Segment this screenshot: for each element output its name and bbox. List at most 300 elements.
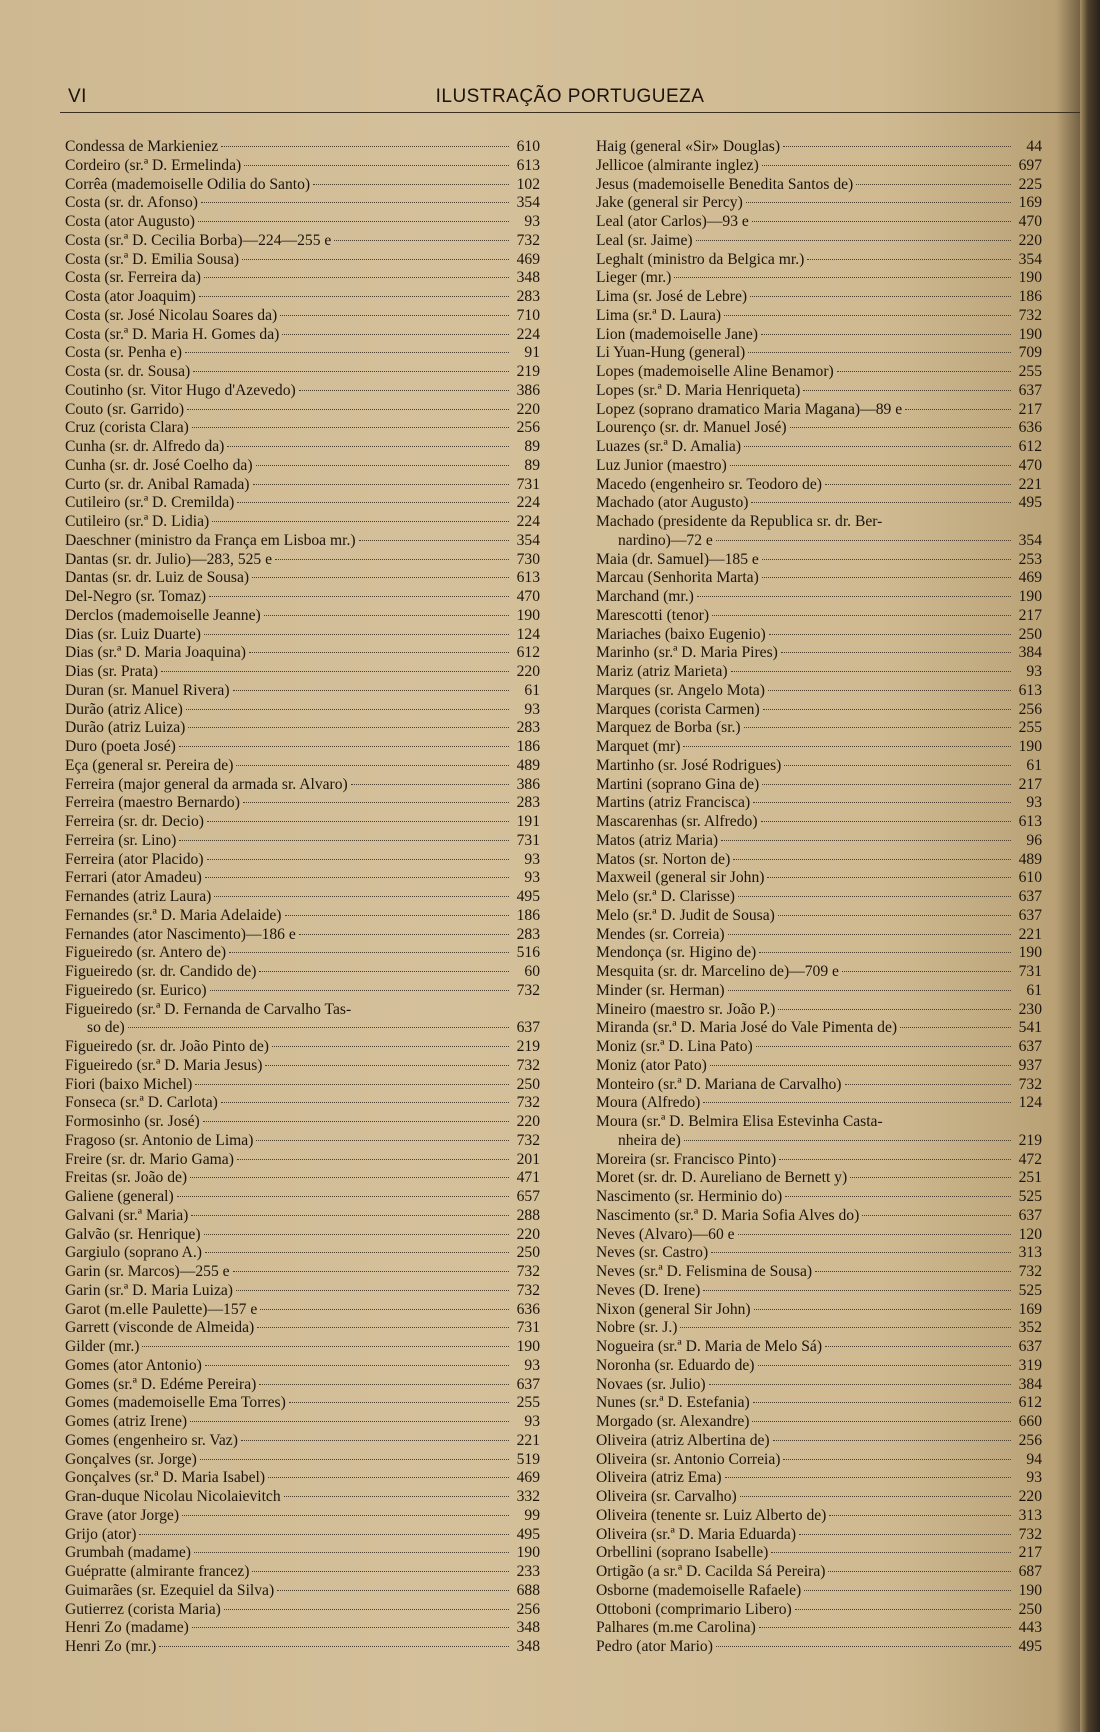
entry-page: 469 xyxy=(516,1469,540,1487)
index-entry xyxy=(65,569,540,588)
entry-name: Gargiulo (soprano A.) xyxy=(65,1244,203,1262)
index-entry xyxy=(65,1169,540,1188)
dot-leader xyxy=(815,1270,1011,1272)
index-entry xyxy=(65,1357,540,1376)
entry-name: Mendonça (sr. Higino de) xyxy=(596,944,757,962)
entry-name: Jellicoe (almirante inglez) xyxy=(596,156,759,174)
entry-name: Mariaches (baixo Eugenio) xyxy=(596,625,766,643)
entry-page: 220 xyxy=(516,1225,540,1243)
dot-leader xyxy=(850,1176,1011,1178)
entry-page: 93 xyxy=(524,869,540,887)
dot-leader xyxy=(753,801,1011,803)
entry-page: 489 xyxy=(516,756,540,774)
entry-page: 256 xyxy=(1018,1431,1042,1449)
dot-leader xyxy=(783,145,1011,147)
entry-name: Ottoboni (comprimario Libero) xyxy=(596,1600,792,1618)
entry-page: 221 xyxy=(1018,475,1042,493)
dot-leader xyxy=(244,164,509,166)
index-entry xyxy=(65,813,540,832)
dot-leader xyxy=(744,726,1011,728)
dot-leader xyxy=(200,1458,509,1460)
dot-leader xyxy=(683,745,1011,747)
index-entry xyxy=(596,1207,1042,1226)
index-entry xyxy=(65,926,540,945)
entry-name: Garrett (visconde de Almeida) xyxy=(65,1319,255,1337)
entry-name: Cordeiro (sr.ª D. Ermelinda) xyxy=(65,156,242,174)
index-entry xyxy=(65,438,540,457)
entry-name: Fragoso (sr. Antonio de Lima) xyxy=(65,1131,254,1149)
entry-name: Ferreira (ator Placido) xyxy=(65,850,204,868)
entry-page: 217 xyxy=(1018,775,1042,793)
entry-page: 283 xyxy=(516,719,540,737)
entry-page: 93 xyxy=(1026,663,1042,680)
entry-name: Garin (sr. Marcos)—255 e xyxy=(65,1263,230,1280)
entry-page: 688 xyxy=(516,1581,540,1599)
entry-name: Leal (ator Carlos)—93 e xyxy=(596,213,749,230)
entry-name: Neves (Alvaro)—60 e xyxy=(596,1225,735,1243)
index-entry xyxy=(596,588,1042,607)
entry-name: Duran (sr. Manuel Rivera) xyxy=(65,681,230,699)
entry-page: 255 xyxy=(516,1394,540,1412)
entry-name: Gilder (mr.) xyxy=(65,1338,140,1355)
entry-name: Marquet (mr) xyxy=(596,738,681,755)
index-entry xyxy=(596,944,1042,963)
entry-page: 93 xyxy=(524,213,540,230)
entry-page: 224 xyxy=(516,325,540,343)
dot-leader xyxy=(721,839,1011,841)
index-entry xyxy=(596,644,1042,663)
entry-page: 89 xyxy=(524,456,540,474)
dot-leader xyxy=(829,1514,1011,1516)
entry-page: 525 xyxy=(1018,1188,1042,1205)
index-entry xyxy=(596,194,1042,213)
entry-page: 612 xyxy=(1018,1394,1042,1412)
entry-name: Li Yuan-Hung (general) xyxy=(596,344,746,362)
index-entry xyxy=(596,569,1042,588)
entry-name: Grijo (ator) xyxy=(65,1525,137,1543)
dot-leader xyxy=(710,1064,1011,1066)
entry-page: 637 xyxy=(516,1019,540,1037)
entry-name: Gran-duque Nicolau Nicolaievitch xyxy=(65,1488,281,1505)
entry-name: Gomes (mademoiselle Ema Torres) xyxy=(65,1394,286,1412)
entry-page: 687 xyxy=(1018,1563,1042,1580)
index-entry xyxy=(65,1001,540,1020)
index-entry xyxy=(65,157,540,176)
entry-page: 613 xyxy=(516,156,540,174)
entry-page: 224 xyxy=(516,513,540,530)
dot-leader xyxy=(744,445,1011,447)
entry-name: Cunha (sr. dr. José Coelho da) xyxy=(65,456,253,474)
entry-name: Ortigão (a sr.ª D. Cacilda Sá Pereira) xyxy=(596,1563,826,1580)
entry-name: Durão (atriz Luiza) xyxy=(65,719,186,737)
entry-name: Macedo (engenheiro sr. Teodoro de) xyxy=(596,475,822,493)
entry-page: 471 xyxy=(516,1169,540,1187)
entry-page: 190 xyxy=(1018,325,1042,343)
entry-name: Martins (atriz Francisca) xyxy=(596,794,751,812)
index-entry xyxy=(596,326,1042,345)
entry-page: 220 xyxy=(516,1113,540,1130)
index-entry xyxy=(65,1338,540,1357)
index-entry xyxy=(596,813,1042,832)
entry-page: 256 xyxy=(1018,700,1042,718)
entry-page: 190 xyxy=(1018,944,1042,962)
entry-name: Machado (ator Augusto) xyxy=(596,494,749,512)
index-entry xyxy=(65,1151,540,1170)
index-entry xyxy=(65,1638,540,1657)
entry-name: Marescotti (tenor) xyxy=(596,606,710,624)
index-entry xyxy=(65,644,540,663)
entry-page: 610 xyxy=(1018,869,1042,887)
dot-leader xyxy=(751,501,1011,503)
dot-leader xyxy=(716,1645,1011,1647)
entry-page: 495 xyxy=(516,888,540,905)
index-entry xyxy=(65,1301,540,1320)
entry-name: Oliveira (atriz Ema) xyxy=(596,1469,722,1487)
entry-page: 44 xyxy=(1026,138,1042,155)
dot-leader xyxy=(236,1289,509,1291)
index-entry xyxy=(65,288,540,307)
entry-page: 732 xyxy=(516,1056,540,1074)
entry-page: 610 xyxy=(516,138,540,155)
index-entry xyxy=(596,494,1042,513)
index-entry xyxy=(65,757,540,776)
index-entry xyxy=(65,363,540,382)
dot-leader xyxy=(778,914,1011,916)
entry-name: Gonçalves (sr. Jorge) xyxy=(65,1450,197,1468)
entry-page: 731 xyxy=(516,475,540,493)
index-entry xyxy=(65,682,540,701)
entry-page: 637 xyxy=(1018,906,1042,924)
entry-page: 732 xyxy=(1018,1075,1042,1093)
entry-page: 469 xyxy=(1018,569,1042,587)
entry-page: 731 xyxy=(516,1319,540,1337)
entry-page: 61 xyxy=(524,681,540,699)
dot-leader xyxy=(845,1083,1011,1085)
index-entry xyxy=(65,719,540,738)
entry-page: 732 xyxy=(516,1131,540,1149)
entry-page: 637 xyxy=(516,1375,540,1393)
entry-page: 613 xyxy=(1018,681,1042,699)
entry-name: nardino)—72 e xyxy=(618,531,713,549)
dot-leader xyxy=(724,314,1011,316)
index-entry xyxy=(596,1394,1042,1413)
entry-name: Galvani (sr.ª Maria) xyxy=(65,1206,189,1224)
entry-page: 93 xyxy=(524,1413,540,1430)
dot-leader xyxy=(259,1383,509,1385)
entry-page: 93 xyxy=(1026,1469,1042,1487)
dot-leader xyxy=(795,1608,1011,1610)
dot-leader xyxy=(210,989,509,991)
entry-page: 697 xyxy=(1018,156,1042,174)
entry-name: Moura (sr.ª D. Belmira Elisa Estevinha Casta- xyxy=(596,1113,883,1130)
entry-name: Mariz (atriz Marieta) xyxy=(596,663,728,680)
dot-leader xyxy=(299,389,509,391)
index-entry xyxy=(596,1282,1042,1301)
dot-leader xyxy=(709,1383,1011,1385)
entry-page: 348 xyxy=(516,1638,540,1655)
entry-page: 637 xyxy=(1018,1038,1042,1055)
index-entry xyxy=(65,176,540,195)
index-entry xyxy=(65,476,540,495)
index-entry xyxy=(65,738,540,757)
dot-leader xyxy=(716,539,1011,541)
index-entry xyxy=(596,251,1042,270)
dot-leader xyxy=(284,1495,509,1497)
entry-page: 354 xyxy=(516,194,540,212)
index-entry xyxy=(596,757,1042,776)
entry-name: nheira de) xyxy=(618,1131,681,1149)
entry-name: Neves (sr. Castro) xyxy=(596,1244,709,1262)
index-entry xyxy=(596,907,1042,926)
index-entry xyxy=(65,851,540,870)
entry-page: 283 xyxy=(516,925,540,943)
entry-page: 732 xyxy=(516,231,540,249)
entry-name: Ferreira (maestro Bernardo) xyxy=(65,794,240,812)
entry-name: Costa (ator Joaquim) xyxy=(65,288,196,305)
entry-page: 637 xyxy=(1018,888,1042,905)
index-entry xyxy=(596,607,1042,626)
entry-name: Costa (sr. José Nicolau Soares da) xyxy=(65,306,278,324)
index-entry xyxy=(596,1076,1042,1095)
index-entry xyxy=(65,1488,540,1507)
entry-page: 541 xyxy=(1018,1019,1042,1037)
index-entry xyxy=(65,1469,540,1488)
entry-name: Figueiredo (sr.ª D. Fernanda de Carvalho Tas- xyxy=(65,1000,352,1018)
entry-name: Costa (sr.ª D. Cecilia Borba)—224—255 e xyxy=(65,231,332,249)
index-entry xyxy=(596,532,1042,551)
entry-name: Luazes (sr.ª D. Amalia) xyxy=(596,438,742,455)
index-entry xyxy=(65,1113,540,1132)
dot-leader xyxy=(842,970,1011,972)
dot-leader xyxy=(128,1026,509,1028)
entry-page: 96 xyxy=(1026,831,1042,849)
dot-leader xyxy=(759,951,1011,953)
entry-name: Henri Zo (mr.) xyxy=(65,1638,157,1655)
entry-page: 612 xyxy=(516,644,540,662)
entry-page: 495 xyxy=(516,1525,540,1543)
entry-name: Maxweil (general sir John) xyxy=(596,869,765,887)
dot-leader xyxy=(703,1101,1011,1103)
index-entry xyxy=(65,138,540,157)
entry-name: Grave (ator Jorge) xyxy=(65,1506,180,1524)
entry-name: Moniz (sr.ª D. Lina Pato) xyxy=(596,1038,753,1055)
dot-leader xyxy=(289,1401,509,1403)
entry-name: Neves (D. Irene) xyxy=(596,1281,701,1299)
entry-page: 732 xyxy=(516,1263,540,1280)
index-entry xyxy=(65,307,540,326)
dot-leader xyxy=(252,576,509,578)
entry-page: 60 xyxy=(524,963,540,980)
entry-name: Corrêa (mademoiselle Odilia do Santo) xyxy=(65,175,311,193)
index-entry xyxy=(65,401,540,420)
index-entry xyxy=(596,1263,1042,1282)
dot-leader xyxy=(227,445,509,447)
index-entry xyxy=(65,1038,540,1057)
entry-page: 186 xyxy=(516,906,540,924)
entry-name: Gomes (engenheiro sr. Vaz) xyxy=(65,1431,238,1449)
entry-page: 61 xyxy=(1026,981,1042,999)
index-entry xyxy=(65,588,540,607)
index-entry xyxy=(65,232,540,251)
dot-leader xyxy=(753,1401,1011,1403)
dot-leader xyxy=(771,1551,1011,1553)
entry-name: Oliveira (sr. Antonio Correia) xyxy=(596,1450,781,1468)
entry-page: 348 xyxy=(516,269,540,287)
dot-leader xyxy=(177,1195,509,1197)
dot-leader xyxy=(204,276,509,278)
dot-leader xyxy=(233,689,509,691)
entry-name: Costa (sr. Penha e) xyxy=(65,344,182,362)
entry-page: 354 xyxy=(1018,531,1042,549)
index-entry xyxy=(65,1076,540,1095)
entry-name: Nunes (sr.ª D. Estefania) xyxy=(596,1394,750,1412)
entry-page: 99 xyxy=(524,1506,540,1524)
entry-page: 636 xyxy=(516,1300,540,1318)
entry-page: 732 xyxy=(1018,306,1042,324)
index-column-left xyxy=(65,138,540,1657)
entry-name: Novaes (sr. Julio) xyxy=(596,1375,706,1393)
dot-leader xyxy=(207,820,509,822)
entry-page: 613 xyxy=(516,569,540,587)
page-header xyxy=(60,86,1080,113)
entry-name: Figueiredo (sr. Antero de) xyxy=(65,944,227,962)
entry-page: 169 xyxy=(1018,1300,1042,1318)
index-entry xyxy=(596,1132,1042,1151)
entry-name: Oliveira (tenente sr. Luiz Alberto de) xyxy=(596,1506,827,1524)
dot-leader xyxy=(750,295,1011,297)
dot-leader xyxy=(199,295,509,297)
entry-page: 470 xyxy=(516,588,540,605)
entry-page: 255 xyxy=(1018,363,1042,380)
index-entry xyxy=(596,1413,1042,1432)
entry-name: Costa (sr.ª D. Emilia Sousa) xyxy=(65,250,240,268)
entry-name: Fernandes (ator Nascimento)—186 e xyxy=(65,925,296,943)
entry-page: 470 xyxy=(1018,456,1042,474)
entry-name: Leal (sr. Jaime) xyxy=(596,231,693,249)
page-number: VI xyxy=(68,86,87,107)
dot-leader xyxy=(799,1533,1011,1535)
index-entry xyxy=(65,494,540,513)
entry-page: 220 xyxy=(516,663,540,680)
entry-name: Costa (sr. Ferreira da) xyxy=(65,269,201,287)
entry-page: 730 xyxy=(516,550,540,568)
dot-leader xyxy=(272,1045,509,1047)
index-entry xyxy=(65,551,540,570)
entry-name: Monteiro (sr.ª D. Mariana de Carvalho) xyxy=(596,1075,842,1093)
entry-page: 102 xyxy=(516,175,540,193)
dot-leader xyxy=(193,370,509,372)
index-entry xyxy=(596,1151,1042,1170)
entry-name: Durão (atriz Alice) xyxy=(65,700,183,718)
entry-name: Mendes (sr. Correia) xyxy=(596,925,725,943)
dot-leader xyxy=(186,708,509,710)
entry-name: Luz Junior (maestro) xyxy=(596,456,727,474)
entry-page: 250 xyxy=(1018,1600,1042,1618)
index-entry xyxy=(596,926,1042,945)
index-entry xyxy=(65,344,540,363)
dot-leader xyxy=(761,820,1011,822)
dot-leader xyxy=(241,1439,509,1441)
index-entry xyxy=(596,1469,1042,1488)
entry-name: Palhares (m.me Carolina) xyxy=(596,1619,756,1637)
dot-leader xyxy=(359,539,509,541)
entry-name: Pedro (ator Mario) xyxy=(596,1638,713,1655)
dot-leader xyxy=(242,258,509,260)
dot-leader xyxy=(785,1195,1011,1197)
entry-page: 731 xyxy=(516,831,540,849)
index-entry xyxy=(596,888,1042,907)
index-entry xyxy=(65,194,540,213)
entry-name: Dantas (sr. dr. Luiz de Sousa) xyxy=(65,569,250,587)
entry-name: Moura (Alfredo) xyxy=(596,1094,701,1112)
entry-name: Curto (sr. dr. Anibal Ramada) xyxy=(65,475,250,493)
dot-leader xyxy=(696,239,1011,241)
entry-name: Dias (sr. Prata) xyxy=(65,663,159,680)
entry-page: 495 xyxy=(1018,1638,1042,1655)
dot-leader xyxy=(905,408,1011,410)
index-entry xyxy=(596,1582,1042,1601)
entry-name: Henri Zo (madame) xyxy=(65,1619,189,1637)
index-entry xyxy=(65,907,540,926)
index-entry xyxy=(596,1019,1042,1038)
index-entry xyxy=(65,888,540,907)
entry-name: Lopes (sr.ª D. Maria Henriqueta) xyxy=(596,381,801,399)
entry-name: Jesus (mademoiselle Benedita Santos de) xyxy=(596,175,854,193)
entry-page: 637 xyxy=(1018,381,1042,399)
dot-leader xyxy=(784,764,1011,766)
entry-name: Moniz (ator Pato) xyxy=(596,1056,707,1074)
entry-page: 637 xyxy=(1018,1206,1042,1224)
index-entry xyxy=(596,1376,1042,1395)
entry-name: Freire (sr. dr. Mario Gama) xyxy=(65,1150,234,1168)
entry-page: 93 xyxy=(524,700,540,718)
index-entry xyxy=(65,1132,540,1151)
index-entry xyxy=(65,1526,540,1545)
entry-name: Nascimento (sr. Herminio do) xyxy=(596,1188,783,1205)
index-entry xyxy=(596,738,1042,757)
dot-leader xyxy=(188,726,509,728)
publication-title: ILUSTRAÇÃO PORTUGUEZA xyxy=(435,86,705,107)
entry-name: Gomes (ator Antonio) xyxy=(65,1356,202,1374)
index-entry xyxy=(65,1282,540,1301)
entry-page: 472 xyxy=(1018,1150,1042,1168)
index-entry xyxy=(596,963,1042,982)
dot-leader xyxy=(236,764,509,766)
index-entry xyxy=(596,288,1042,307)
index-entry xyxy=(65,1507,540,1526)
entry-page: 443 xyxy=(1018,1619,1042,1637)
index-entry xyxy=(596,1601,1042,1620)
index-entry xyxy=(596,1169,1042,1188)
entry-name: Mascarenhas (sr. Alfredo) xyxy=(596,813,758,830)
dot-leader xyxy=(233,1270,509,1272)
index-entry xyxy=(65,1601,540,1620)
index-entry xyxy=(65,1019,540,1038)
dot-leader xyxy=(752,220,1011,222)
entry-page: 94 xyxy=(1026,1450,1042,1468)
index-entry xyxy=(65,663,540,682)
dot-leader xyxy=(265,1064,509,1066)
entry-name: Nobre (sr. J.) xyxy=(596,1319,678,1337)
entry-name: Matos (sr. Norton de) xyxy=(596,850,731,868)
dot-leader xyxy=(351,783,509,785)
entry-page: 220 xyxy=(1018,231,1042,249)
dot-leader xyxy=(748,351,1011,353)
dot-leader xyxy=(161,670,509,672)
entry-page: 731 xyxy=(1018,963,1042,980)
entry-page: 186 xyxy=(516,738,540,755)
entry-page: 190 xyxy=(516,606,540,624)
